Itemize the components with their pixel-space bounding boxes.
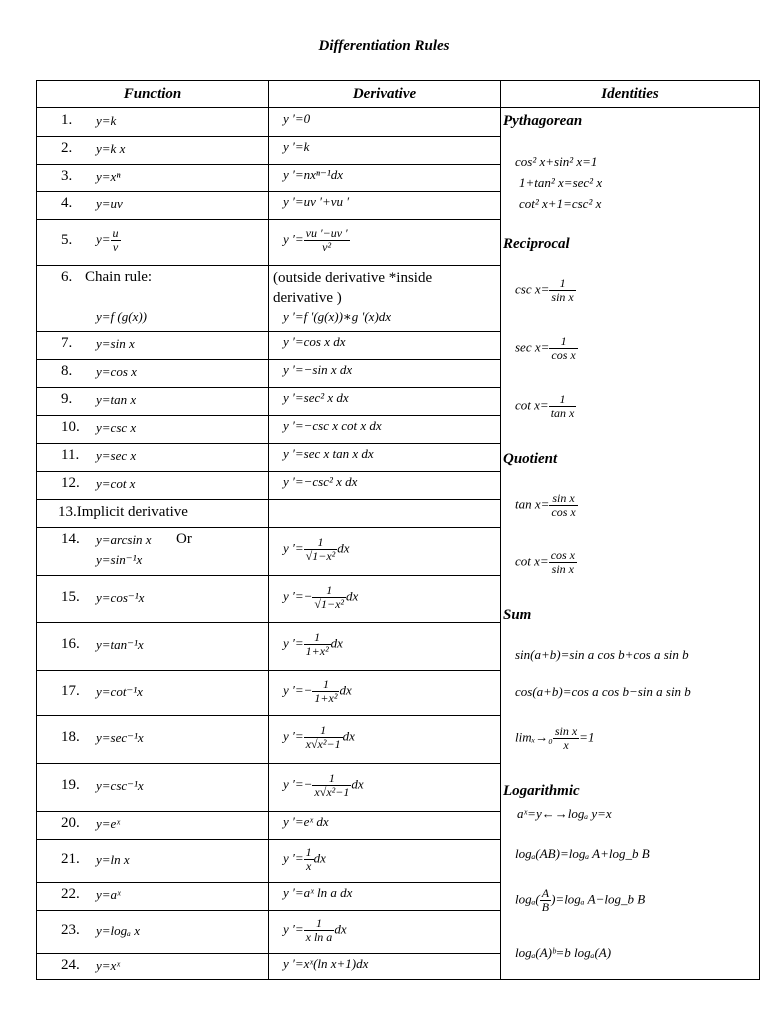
derivative-formula: y ′=xˣ(ln x+1)dx	[283, 956, 369, 971]
fraction	[304, 536, 338, 563]
derivative-formula	[283, 917, 347, 944]
derivative-formula	[283, 846, 326, 873]
fraction-denominator: x	[305, 858, 312, 873]
function-cell	[61, 839, 266, 882]
function-formula: y=aˣ	[96, 887, 121, 902]
derivative-cell	[273, 910, 498, 953]
derivative-formula: y ′=cos x dx	[283, 334, 346, 349]
fraction	[549, 549, 577, 576]
function-cell	[61, 471, 266, 499]
or-label: Or	[176, 531, 192, 547]
formula-lead: logₐ(	[515, 891, 540, 907]
function-cell	[61, 443, 266, 471]
function-formula: y=sec⁻¹x	[96, 730, 144, 745]
function-cell	[61, 359, 266, 387]
derivative-formula	[283, 772, 364, 799]
identity-formula	[515, 335, 578, 362]
formula-lead: y=	[96, 231, 111, 247]
function-cell	[61, 415, 266, 443]
derivative-formula	[283, 678, 352, 705]
formula-tail: dx	[334, 920, 347, 936]
fraction-numerator: 1	[549, 335, 577, 349]
derivative-formula: y ′=−sin x dx	[283, 362, 353, 377]
function-formula: y=tan x	[96, 392, 137, 407]
row-number: 18.	[61, 729, 80, 745]
function-cell	[61, 763, 266, 811]
row-number: 11.	[61, 447, 80, 463]
derivative-formula: y ′=sec x tan x dx	[283, 446, 374, 461]
derivative-formula	[283, 724, 355, 751]
page-title: Differentiation Rules	[318, 38, 450, 54]
fraction-denominator: cos x	[551, 505, 576, 519]
function-formula: y=k x	[96, 141, 126, 156]
row-number: 14.	[61, 531, 80, 547]
row-number: 13.	[58, 504, 77, 520]
derivative-cell	[273, 575, 498, 622]
row-number: 1.	[61, 111, 73, 128]
derivative-formula: y ′=sec² x dx	[283, 390, 349, 405]
fraction-denominator: √1−x²	[305, 549, 336, 563]
function-cell	[61, 882, 266, 910]
fraction-denominator: sin x	[551, 290, 574, 304]
row-number: 4.	[61, 195, 73, 211]
fraction	[553, 725, 579, 752]
function-formula: y=arcsin x	[96, 532, 152, 547]
derivative-cell	[273, 387, 498, 415]
function-cell	[61, 331, 266, 359]
function-cell	[61, 527, 266, 575]
derivative-formula	[283, 631, 343, 658]
formula-lead: y ′=	[283, 540, 304, 556]
function-cell	[61, 811, 266, 839]
formula-lead: y ′=	[283, 920, 304, 936]
header-function: Function	[123, 86, 182, 102]
identity-formula	[515, 887, 645, 914]
fraction	[312, 772, 351, 799]
row-number: 5.	[61, 232, 73, 248]
derivative-cell	[273, 471, 498, 499]
formula-lead: y ′=	[283, 231, 304, 247]
derivative-formula: y ′=nxⁿ⁻¹dx	[283, 166, 344, 182]
fraction-denominator: √1−x²	[314, 596, 345, 611]
row-number: 15.	[61, 588, 80, 605]
formula-tail: dx	[342, 728, 355, 744]
fraction	[549, 277, 575, 304]
derivative-note: (outside derivative *inside derivative )	[273, 270, 433, 306]
fraction-denominator: 1+x²	[305, 644, 329, 658]
formula-tail: dx	[339, 681, 352, 697]
formula-tail: dx	[330, 635, 343, 651]
rules-table	[36, 80, 760, 980]
formula-lead: csc x=	[515, 281, 550, 297]
derivative-formula: y ′=aˣ ln a dx	[283, 885, 353, 900]
row-number: 24.	[61, 957, 80, 973]
fraction	[304, 227, 350, 254]
function-formula: y=eˣ	[96, 816, 120, 831]
row-number: 20.	[61, 815, 80, 831]
row-number: 9.	[61, 391, 73, 407]
formula-tail: dx	[346, 587, 359, 603]
identity-heading: Sum	[503, 607, 532, 623]
identity-formula	[515, 549, 577, 576]
row-number: 7.	[61, 335, 73, 351]
function-cell	[61, 715, 266, 763]
fraction	[304, 846, 314, 873]
function-formula-alt: y=sin⁻¹x	[96, 552, 143, 567]
function-formula: y=logₐ x	[96, 922, 140, 938]
fraction-numerator: 1	[305, 844, 312, 859]
fraction	[549, 492, 577, 519]
derivative-cell	[273, 164, 498, 191]
row-number: 6.	[61, 269, 73, 285]
fraction-denominator: tan x	[550, 406, 575, 420]
row-number: 2.	[61, 140, 73, 156]
derivative-cell	[273, 811, 498, 839]
identity-formula	[515, 725, 594, 752]
identity-heading: Logarithmic	[503, 783, 580, 799]
fraction-numerator: 1	[312, 584, 346, 598]
function-formula: y=csc⁻¹x	[96, 778, 144, 793]
row-label: Implicit derivative	[76, 504, 188, 520]
fraction-denominator: x	[563, 738, 569, 752]
function-formula: y=cos x	[96, 364, 137, 379]
formula-lead: y ′=−	[283, 681, 313, 697]
derivative-cell	[273, 265, 498, 331]
derivative-formula: y ′=−csc² x dx	[283, 474, 358, 489]
fraction	[304, 917, 335, 944]
formula-lead: sec x=	[515, 339, 550, 355]
derivative-cell	[273, 499, 498, 527]
formula-lead: limₓ→₀	[515, 729, 553, 745]
function-cell	[61, 575, 266, 622]
derivative-cell	[273, 715, 498, 763]
function-cell	[61, 953, 266, 981]
derivative-formula	[283, 227, 350, 254]
identity-formula: aˣ=y←→logₐ y=x	[517, 806, 612, 821]
fraction-numerator: sin x	[554, 724, 578, 738]
function-cell	[61, 164, 266, 191]
identity-formula: sin(a+b)=sin a cos b+cos a sin b	[515, 647, 689, 662]
row-number: 19.	[61, 777, 80, 793]
fraction-denominator: B	[541, 900, 550, 914]
function-cell	[61, 191, 266, 219]
derivative-cell	[273, 191, 498, 219]
formula-tail: dx	[351, 776, 364, 792]
function-cell	[61, 670, 266, 715]
function-formula: y=cot x	[96, 476, 136, 491]
identity-formula	[515, 277, 576, 304]
function-cell	[61, 387, 266, 415]
fraction-numerator: 1	[304, 631, 331, 645]
derivative-formula: y ′=uv ′+vu ′	[283, 194, 350, 209]
function-cell	[58, 499, 266, 527]
fraction-numerator: A	[541, 886, 550, 900]
header-derivative: Derivative	[352, 86, 417, 102]
function-formula: y=f (g(x))	[96, 309, 147, 324]
implicit-label	[58, 504, 188, 521]
fraction-numerator: 1	[312, 772, 351, 786]
function-formula: y=ln x	[96, 851, 130, 867]
formula-tail: =1	[579, 729, 595, 745]
derivative-cell	[273, 359, 498, 387]
derivative-formula: y ′=k	[283, 139, 310, 154]
formula-lead: y ′=	[283, 849, 304, 865]
identity-formula: logₐ(AB)=logₐ A+log_b B	[515, 846, 650, 861]
formula-tail: dx	[313, 849, 326, 865]
fraction	[312, 584, 346, 611]
function-formula: y=cot⁻¹x	[96, 683, 143, 699]
fraction	[312, 678, 339, 705]
fraction-numerator: 1	[304, 917, 335, 931]
identity-formula: 1+tan² x=sec² x	[519, 175, 603, 190]
derivative-cell	[273, 622, 498, 670]
row-number: 17.	[61, 682, 80, 699]
function-formula: y=sec x	[96, 448, 137, 463]
row-number: 3.	[61, 167, 73, 184]
fraction	[549, 335, 577, 362]
fraction-numerator: sin x	[549, 492, 577, 506]
function-cell	[61, 107, 266, 136]
derivative-cell	[273, 527, 498, 575]
fraction-denominator: sin x	[551, 562, 575, 576]
derivative-cell	[273, 136, 498, 164]
fraction-numerator: 1	[549, 393, 577, 407]
identity-formula	[515, 393, 576, 420]
function-formula: y=xⁿ	[96, 168, 121, 184]
derivative-cell	[273, 331, 498, 359]
fraction-numerator: vu ′−uv ′	[305, 226, 348, 240]
derivative-cell	[273, 953, 498, 981]
fraction-denominator: 1+x²	[314, 690, 338, 705]
derivative-cell	[273, 415, 498, 443]
fraction-numerator: cos x	[550, 548, 576, 562]
row-number: 10.	[61, 419, 80, 435]
function-formula: y=xˣ	[96, 958, 120, 973]
identity-heading: Reciprocal	[503, 236, 570, 252]
function-formula: y=k	[96, 112, 117, 128]
derivative-cell	[273, 763, 498, 811]
fraction	[111, 227, 121, 254]
fraction-denominator: v	[112, 240, 119, 254]
identity-formula: cot² x+1=csc² x	[519, 196, 602, 211]
fraction-denominator: x√x²−1	[314, 785, 350, 799]
derivative-cell	[273, 219, 498, 265]
derivative-formula: y ′=0	[283, 110, 311, 126]
derivative-cell	[273, 670, 498, 715]
formula-lead: cot x=	[515, 553, 549, 569]
row-number: 21.	[61, 850, 80, 867]
formula-lead: y ′=	[283, 635, 304, 651]
derivative-cell	[273, 107, 498, 136]
fraction-numerator: 1	[312, 678, 339, 692]
column-divider	[500, 81, 501, 979]
row-number: 16.	[61, 636, 80, 652]
function-cell	[61, 136, 266, 164]
column-divider	[268, 81, 269, 979]
fraction	[304, 724, 343, 751]
row-number: 8.	[61, 363, 73, 379]
formula-tail: dx	[337, 540, 350, 556]
formula-lead: tan x=	[515, 496, 550, 512]
function-formula	[96, 227, 121, 254]
header-identities: Identities	[601, 86, 659, 102]
formula-lead: cot x=	[515, 397, 549, 413]
fraction	[549, 393, 577, 420]
identity-formula: cos(a+b)=cos a cos b−sin a sin b	[515, 684, 691, 699]
fraction-numerator: 1	[304, 536, 338, 550]
function-formula: y=tan⁻¹x	[96, 637, 144, 652]
function-cell	[61, 219, 266, 265]
row-number: 22.	[61, 886, 80, 902]
derivative-formula	[283, 536, 350, 563]
derivative-formula: y ′=−csc x cot x dx	[283, 418, 382, 433]
fraction-denominator: cos x	[551, 348, 576, 362]
identity-formula: logₐ(A)ᵇ=b logₐ(A)	[515, 945, 612, 960]
identity-formula	[515, 492, 578, 519]
function-formula: y=uv	[96, 196, 123, 211]
formula-tail: )=logₐ A−log_b B	[551, 891, 646, 907]
function-cell	[61, 265, 266, 331]
fraction-numerator: 1	[304, 724, 343, 738]
identity-heading: Quotient	[503, 451, 558, 467]
fraction-denominator: x√x²−1	[305, 737, 341, 751]
function-formula: y=sin x	[96, 336, 135, 351]
derivative-formula: y ′=f ′(g(x))∗g ′(x)dx	[283, 309, 392, 324]
fraction	[540, 887, 551, 914]
function-cell	[61, 622, 266, 670]
formula-lead: y ′=−	[283, 587, 313, 603]
fraction-numerator: 1	[549, 277, 575, 291]
row-number: 12.	[61, 475, 80, 491]
fraction-denominator: x ln a	[305, 929, 333, 944]
row-label: Chain rule:	[85, 269, 153, 285]
derivative-cell	[273, 882, 498, 910]
fraction-numerator: u	[112, 226, 119, 240]
fraction-denominator: v²	[322, 240, 332, 254]
derivative-formula: y ′=eˣ dx	[283, 814, 329, 829]
derivative-cell	[273, 839, 498, 882]
identity-formula: cos² x+sin² x=1	[515, 154, 598, 169]
fraction	[304, 631, 331, 658]
function-formula: y=cos⁻¹x	[96, 589, 145, 605]
derivative-cell	[273, 443, 498, 471]
function-formula: y=csc x	[96, 420, 137, 435]
identity-heading: Pythagorean	[503, 113, 583, 129]
formula-lead: y ′=−	[283, 776, 313, 792]
function-cell	[61, 910, 266, 953]
derivative-formula	[283, 584, 358, 611]
row-number: 23.	[61, 921, 80, 938]
formula-lead: y ′=	[283, 728, 304, 744]
